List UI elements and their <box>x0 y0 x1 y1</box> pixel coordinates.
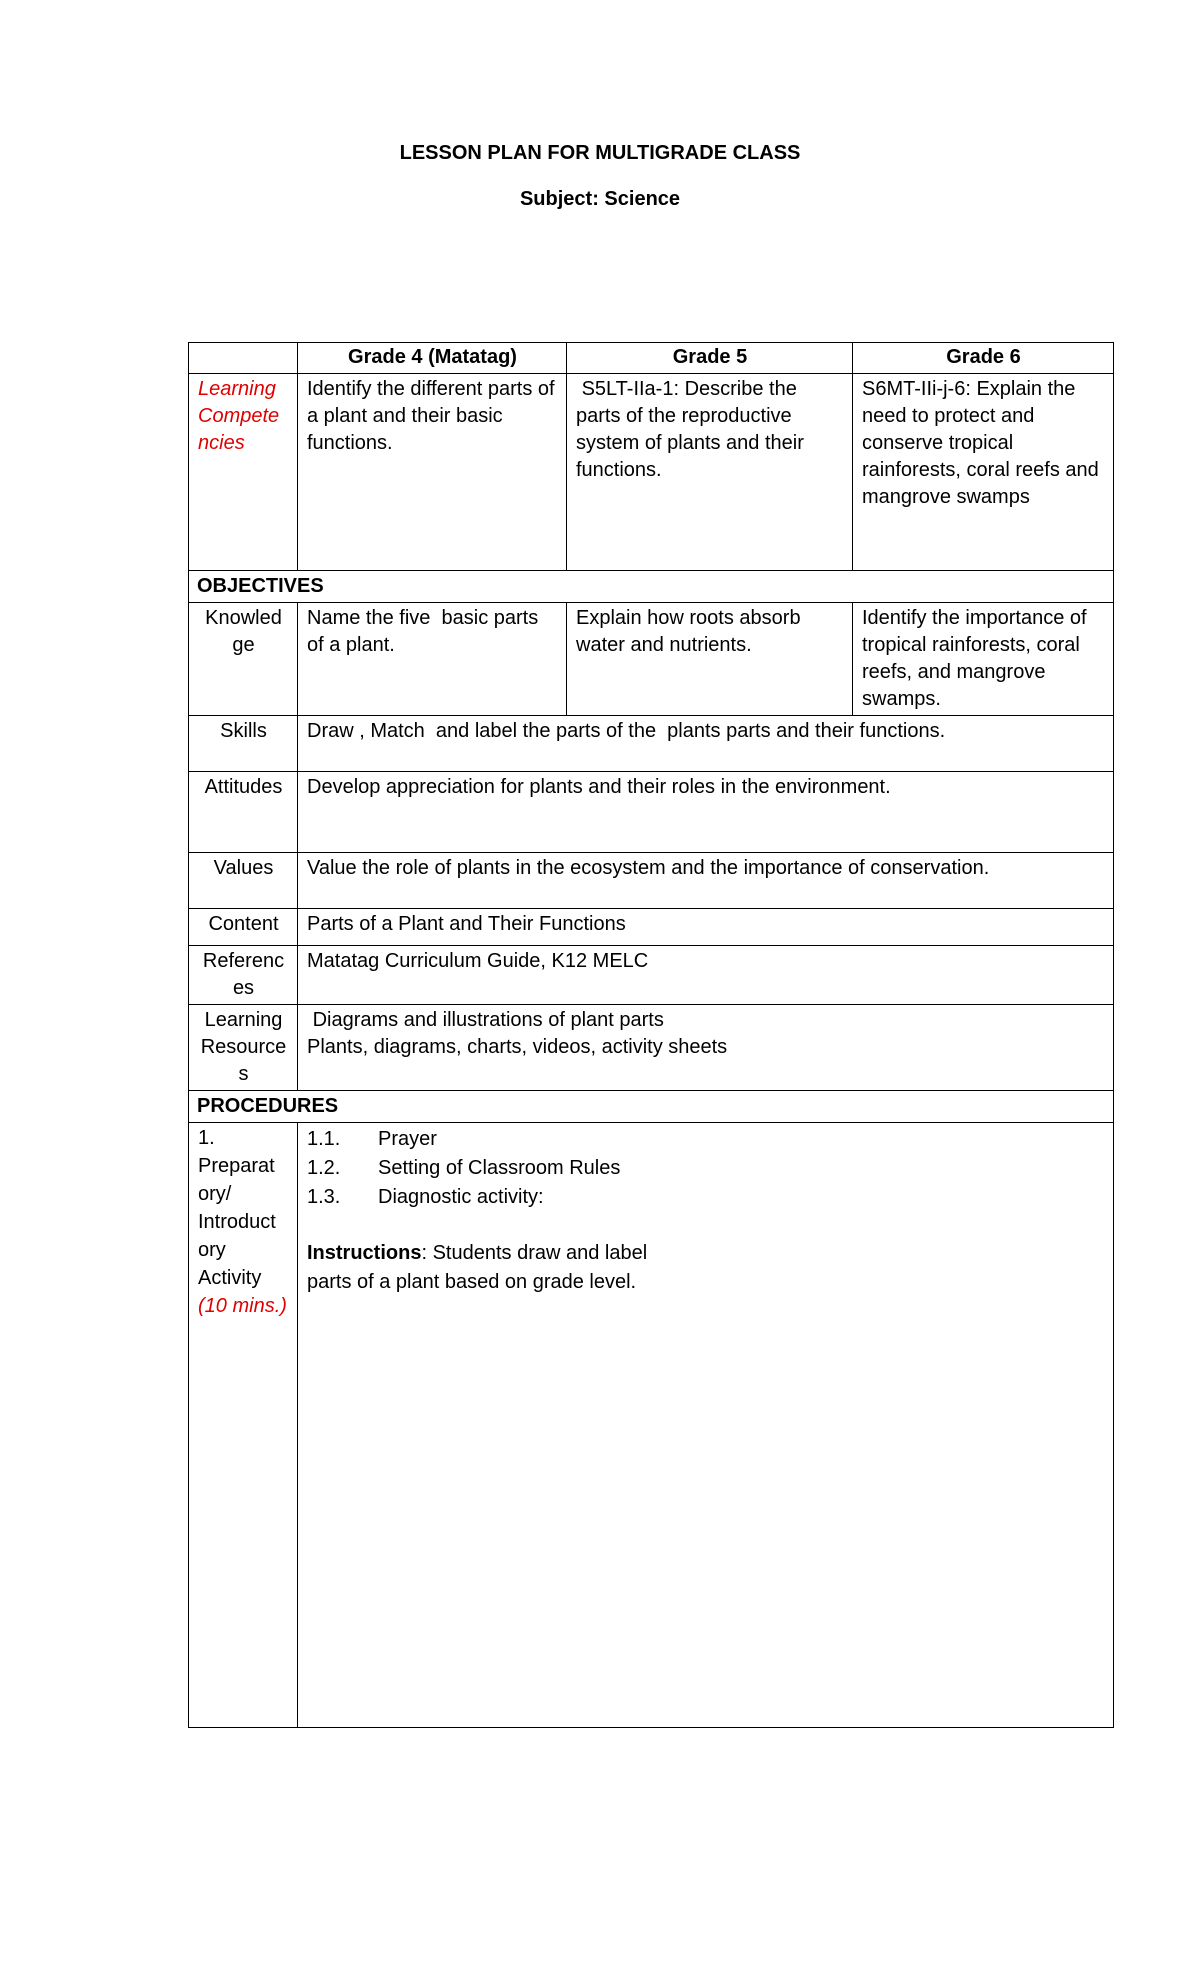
competency-grade5: S5LT-IIa-1: Describe the parts of the reproductive system of plants and their functions. <box>567 374 853 571</box>
header-grade6: Grade 6 <box>853 343 1114 374</box>
learning-resources-line1: Diagrams and illustrations of plant parts <box>307 1009 664 1031</box>
attitudes-row <box>189 772 1114 853</box>
document-title: LESSON PLAN FOR MULTIGRADE CLASS <box>399 142 801 164</box>
values-text: Value the role of plants in the ecosystem and the importance of conservation. <box>298 853 1114 909</box>
learning-resources-cell <box>298 1005 1114 1091</box>
instructions-paragraph <box>307 1239 687 1297</box>
procedure-item-number: 1.1. <box>307 1128 341 1150</box>
learning-competencies-row <box>189 374 1114 571</box>
references-text: Matatag Curriculum Guide, K12 MELC <box>298 946 1114 1005</box>
preparatory-content-cell <box>298 1123 1114 1728</box>
instructions-label: Instructions <box>307 1242 422 1264</box>
procedure-item <box>307 1154 1105 1183</box>
preparatory-label-time: (10 mins.) <box>198 1295 287 1317</box>
objectives-row <box>189 571 1114 603</box>
knowledge-label: Knowled ge <box>189 603 298 716</box>
header-row <box>189 343 1114 374</box>
procedure-item-text: Diagnostic activity: <box>378 1186 544 1208</box>
values-row <box>189 853 1114 909</box>
procedure-item-text: Setting of Classroom Rules <box>378 1157 621 1179</box>
learning-resources-label: Learning Resource s <box>189 1005 298 1091</box>
references-label: Referenc es <box>189 946 298 1005</box>
skills-text: Draw , Match and label the parts of the plants parts and their functions. <box>298 716 1114 772</box>
knowledge-row <box>189 603 1114 716</box>
objectives-heading: OBJECTIVES <box>189 571 1114 603</box>
skills-row <box>189 716 1114 772</box>
content-row <box>189 909 1114 946</box>
knowledge-grade4: Name the five basic parts of a plant. <box>298 603 567 716</box>
attitudes-label: Attitudes <box>189 772 298 853</box>
attitudes-text: Develop appreciation for plants and their roles in the environment. <box>298 772 1114 853</box>
header-grade4: Grade 4 (Matatag) <box>298 343 567 374</box>
procedures-heading: PROCEDURES <box>189 1091 1114 1123</box>
references-row <box>189 946 1114 1005</box>
preparatory-row <box>189 1123 1114 1728</box>
procedure-item <box>307 1125 1105 1154</box>
competency-grade6: S6MT-IIi-j-6: Explain the need to protect and conserve tropical rainforests, coral reefs and mangrove swamps <box>853 374 1114 571</box>
learning-resources-line2: Plants, diagrams, charts, videos, activity sheets <box>307 1036 728 1058</box>
preparatory-label-number: 1. <box>198 1127 215 1149</box>
preparatory-label-cell <box>189 1123 298 1728</box>
document-subject: Subject: Science <box>519 188 681 210</box>
content-text: Parts of a Plant and Their Functions <box>298 909 1114 946</box>
skills-label: Skills <box>189 716 298 772</box>
lesson-plan-table <box>188 342 1114 1728</box>
procedure-item-number: 1.2. <box>307 1157 341 1179</box>
competency-grade4: Identify the different parts of a plant and their basic functions. <box>298 374 567 571</box>
instructions-text: : Students draw and label parts of a plant based on grade level. <box>307 1242 648 1293</box>
header-grade5: Grade 5 <box>567 343 853 374</box>
procedures-row <box>189 1091 1114 1123</box>
content-label: Content <box>189 909 298 946</box>
procedure-item-text: Prayer <box>378 1128 437 1150</box>
knowledge-grade6: Identify the importance of tropical rainforests, coral reefs, and mangrove swamps. <box>853 603 1114 716</box>
procedure-item-number: 1.3. <box>307 1186 341 1208</box>
knowledge-grade5: Explain how roots absorb water and nutrients. <box>567 603 853 716</box>
learning-competencies-label: Learning Compete ncies <box>189 374 298 571</box>
values-label: Values <box>189 853 298 909</box>
learning-resources-row <box>189 1005 1114 1091</box>
header-blank-cell <box>189 343 298 374</box>
procedure-item <box>307 1183 1105 1212</box>
preparatory-label-text: Preparat ory/ Introduct ory Activity <box>198 1155 276 1289</box>
